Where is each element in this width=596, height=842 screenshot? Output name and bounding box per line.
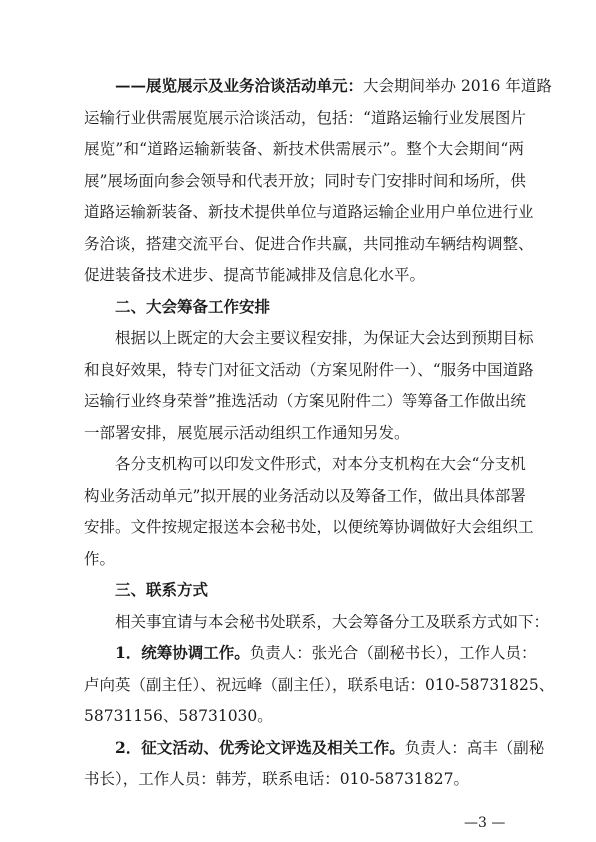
paragraph-contact-intro: 相关事宜请与本会秘书处联系，大会筹备分工及联系方式如下：: [115, 612, 550, 631]
contact-coordination-line-1: [115, 643, 537, 663]
essay-heading: 2．征文活动、优秀论文评选及相关工作。: [115, 737, 405, 757]
contact-coordination-line-2: 卢向英（副主任）、祝远峰（副主任），联系电话：010-58731825、: [84, 675, 555, 694]
paragraph-preparation-line-2: 和良好效果，特专门对征文活动（方案见附件一）、“服务中国道路: [84, 360, 534, 379]
section-heading-contact: 三、联系方式: [115, 580, 209, 599]
paragraph-branches-line-4: 作。: [84, 549, 116, 568]
paragraph-exhibition-line-3: 展览”和“道路运输新装备、新技术供需展示”。整个大会期间“两: [84, 140, 524, 158]
contact-coordination-line-3: 58731156、58731030。: [84, 707, 273, 725]
paragraph-branches-line-1: 各分支机构可以印发文件形式，对本分支机构在大会“分支机: [115, 455, 526, 473]
section-heading-preparation: 二、大会筹备工作安排: [115, 296, 271, 316]
exhibition-line-1-text: 大会期间举办 2016 年道路: [363, 77, 552, 95]
paragraph-exhibition-line-5: 道路运输新装备、新技术提供单位与道路运输企业用户单位进行业: [84, 203, 534, 221]
page-number: —3 —: [464, 815, 506, 831]
paragraph-preparation-line-1: 根据以上既定的大会主要议程安排，为保证大会达到预期目标: [115, 329, 534, 347]
paragraph-exhibition-line-4: 展”展场面向参会领导和代表开放；同时专门安排时间和场所，供: [84, 171, 526, 190]
paragraph-exhibition-line-6: 务洽谈，搭建交流平台、促进合作共赢，共同推动车辆结构调整、: [84, 234, 534, 253]
paragraph-preparation-line-3: 运输行业终身荣誉”推选活动（方案见附件二）等筹备工作做出统: [84, 392, 526, 410]
paragraph-exhibition-line-2: 运输行业供需展览展示洽谈活动，包括：“道路运输行业发展图片: [84, 108, 526, 127]
coordination-line-1-text: 负责人：张光合（副秘书长），工作人员：: [249, 644, 537, 662]
paragraph-branches-line-2: 构业务活动单元”拟开展的业务活动以及筹备工作，做出具体部署: [84, 486, 526, 505]
coordination-heading: 1．统筹协调工作。: [115, 643, 250, 662]
paragraph-exhibition-line-7: 促进装备技术进步、提高节能减排及信息化水平。: [84, 266, 426, 284]
exhibition-unit-heading: ——展览展示及业务洽谈活动单元：: [115, 76, 364, 95]
contact-essay-line-1: [115, 737, 545, 758]
essay-line-1-text: 负责人：高丰（副秘: [404, 738, 545, 757]
paragraph-branches-line-3: 安排。文件按规定报送本会秘书处，以便统筹协调做好大会组织工: [84, 518, 534, 536]
paragraph-exhibition-line-1: [115, 76, 552, 96]
paragraph-preparation-line-4: 一部署安排，展览展示活动组织工作通知另发。: [84, 423, 410, 442]
contact-essay-line-2: 书长），工作人员：韩芳，联系电话：010-58731827。: [84, 770, 469, 788]
